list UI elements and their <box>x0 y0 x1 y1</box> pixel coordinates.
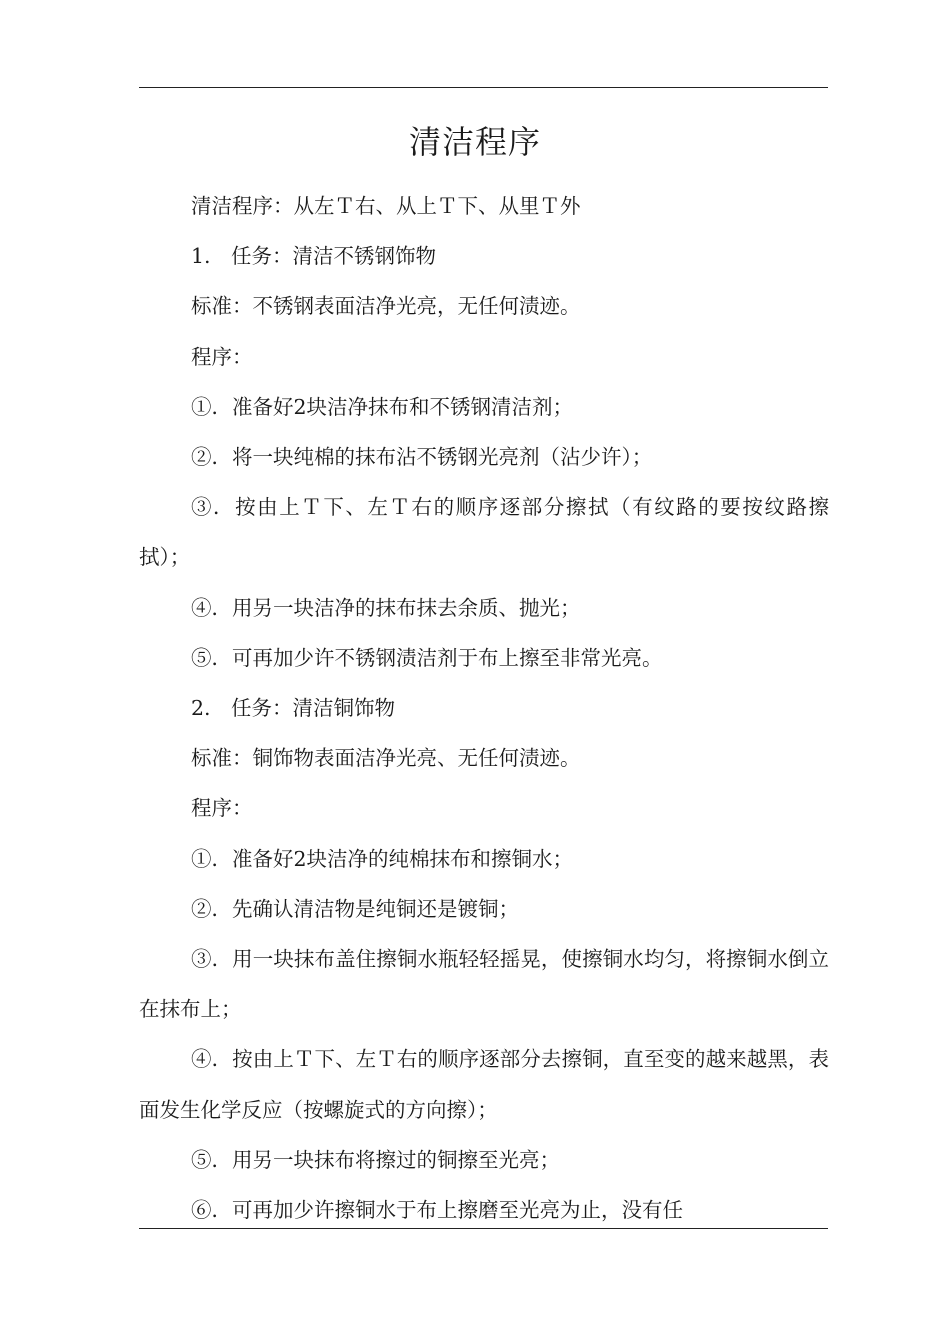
task-2-step-2: ②．先确认清洁物是纯铜还是镀铜； <box>191 896 519 921</box>
task-2-step-1: ①．准备好2块洁净的纯棉抹布和擦铜水； <box>191 846 574 871</box>
task-1-step-3: ③．按由上Ｔ下、左Ｔ右的顺序逐部分擦拭（有纹路的要按纹路擦拭）； <box>139 495 829 570</box>
task-1-step-5: ⑤．可再加少许不锈钢渍洁剂于布上擦至非常光亮。 <box>191 645 663 670</box>
task-1-step-1: ①．准备好2块洁净抹布和不锈钢清洁剂； <box>191 394 574 419</box>
task-1-step-4: ④．用另一块洁净的抹布抹去余质、抛光； <box>191 595 581 620</box>
footer-rule <box>139 1228 828 1229</box>
intro-paragraph: 清洁程序：从左Ｔ右、从上Ｔ下、从里Ｔ外 <box>191 194 581 218</box>
document-body <box>139 181 829 1235</box>
header-rule <box>139 87 828 88</box>
task-2-step-4: ④．按由上Ｔ下、左Ｔ右的顺序逐部分去擦铜，直至变的越来越黑，表面发生化学反应（按螺旋式的方向擦）； <box>139 1047 829 1122</box>
task-1-heading: 1. 任务：清洁不锈钢饰物 <box>191 244 437 269</box>
task-2-step-3: ③．用一块抹布盖住擦铜水瓶轻轻摇晃，使擦铜水均匀，将擦铜水倒立在抹布上； <box>139 947 829 1022</box>
task-1-procedure-label: 程序： <box>191 344 253 369</box>
task-2-step-5: ⑤．用另一块抹布将擦过的铜擦至光亮； <box>191 1147 560 1172</box>
task-2-procedure-label: 程序： <box>191 796 253 821</box>
task-2-step-6: ⑥．可再加少许擦铜水于布上擦磨至光亮为止，没有任 <box>191 1198 683 1223</box>
page-title: 清洁程序 <box>408 123 541 161</box>
task-2-standard: 标准：铜饰物表面洁净光亮、无任何渍迹。 <box>191 746 581 771</box>
task-1-step-2: ②．将一块纯棉的抹布沾不锈钢光亮剂（沾少许）； <box>191 445 653 470</box>
task-2-heading: 2. 任务：清洁铜饰物 <box>191 696 396 721</box>
task-1-standard: 标准：不锈钢表面洁净光亮，无任何渍迹。 <box>191 294 581 319</box>
